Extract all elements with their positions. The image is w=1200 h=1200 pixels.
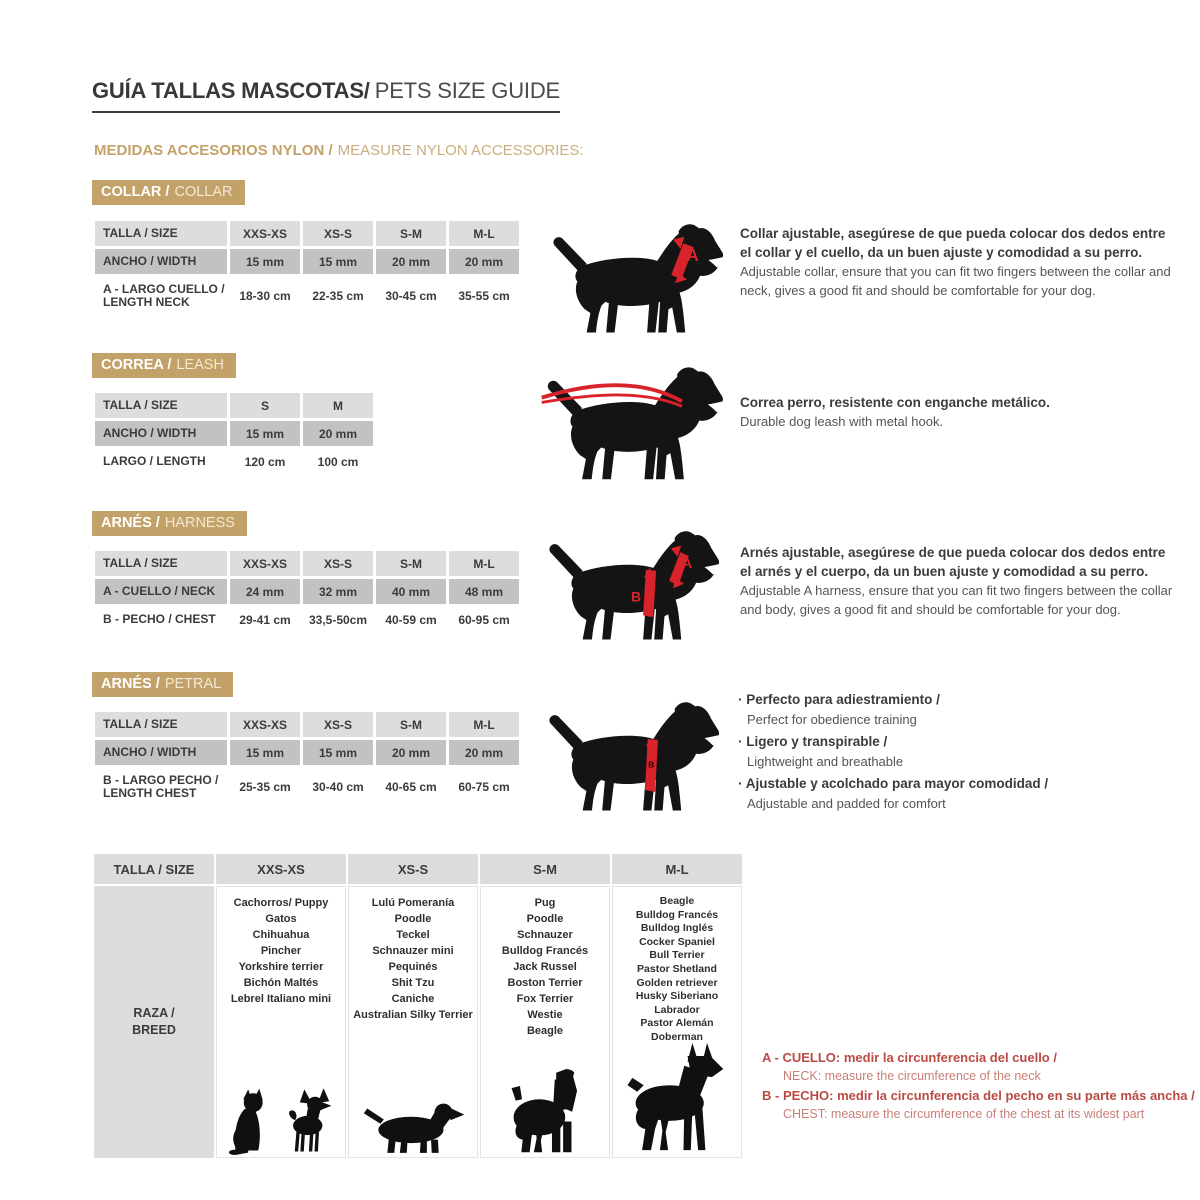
breed-item: Cachorros/ Puppy (233, 897, 329, 909)
header-cell: TALLA / SIZE (95, 551, 227, 576)
table-row-chest-length (95, 768, 519, 806)
header-cell: XXS-XS (216, 854, 346, 884)
breed-item: Schnauzer (517, 929, 573, 941)
note-b-es: B - PECHO: medir la circunferencia del pecho en su parte más ancha / (762, 1088, 1195, 1103)
page-title-en: PETS SIZE GUIDE (374, 78, 560, 103)
feature-item (738, 732, 1178, 771)
breed-item: Lulú Pomeranía (371, 897, 455, 909)
value-cell: 120 cm (230, 449, 300, 474)
table-header-row (95, 393, 373, 418)
breed-item: Pastor Alemán (640, 1017, 714, 1030)
breed-item: Lebrel Italiano mini (230, 993, 332, 1005)
collar-description (740, 224, 1176, 300)
breed-item: Golden retriever (636, 976, 718, 989)
dog-petral-illustration (538, 698, 724, 817)
value-cell: 18-30 cm (230, 277, 300, 315)
feature-en: Adjustable and padded for comfort (747, 796, 946, 811)
marker-b-label: B (648, 759, 655, 770)
table-row-neck-length (95, 277, 519, 315)
value-cell: 32 mm (303, 579, 373, 604)
breed-item: Australian Silky Terrier (353, 1009, 473, 1021)
silhouette-group (217, 1087, 345, 1155)
breed-item: Husky Siberiano (635, 990, 719, 1003)
header-cell: TALLA / SIZE (95, 712, 227, 737)
header-cell: S (230, 393, 300, 418)
breed-item: Shit Tzu (391, 977, 435, 989)
row-label-cell: ANCHO / WIDTH (95, 421, 227, 446)
header-cell: M-L (449, 221, 519, 246)
page-subtitle (94, 142, 584, 159)
value-cell: 25-35 cm (230, 768, 300, 806)
note-a-es: A - CUELLO: medir la circunferencia del cuello / (762, 1050, 1057, 1065)
breed-item: Chihuahua (252, 929, 310, 941)
value-cell: 15 mm (230, 421, 300, 446)
note-b-en: CHEST: measure the circumference of the chest at its widest part (783, 1107, 1145, 1121)
value-cell: 20 mm (449, 740, 519, 765)
header-cell: TALLA / SIZE (95, 393, 227, 418)
badge-text-es: COLLAR / (101, 184, 170, 200)
page-title-es: GUÍA TALLAS MASCOTAS/ (92, 78, 370, 103)
section-badge-harness (92, 511, 247, 536)
harness-description (740, 543, 1176, 619)
header-cell: S-M (376, 551, 446, 576)
breed-item: Beagle (659, 895, 695, 907)
breed-item: Bulldog Inglés (640, 922, 714, 935)
schnauzer-silhouette (503, 1063, 587, 1155)
header-cell: M-L (449, 712, 519, 737)
table-header-row (95, 221, 519, 246)
feature-en: Lightweight and breathable (747, 754, 904, 769)
table-header-row (95, 551, 519, 576)
breed-list (482, 888, 608, 1039)
row-label-cell: A - CUELLO / NECK (95, 579, 227, 604)
breed-cell-m-l (612, 886, 742, 1158)
breed-item: Fox Terrier (516, 993, 574, 1005)
measuring-notes (762, 1048, 1198, 1124)
row-label-cell: B - LARGO PECHO / LENGTH CHEST (95, 768, 227, 806)
breed-item: Cocker Spaniel (639, 935, 715, 948)
section-badge-petral (92, 672, 233, 697)
silhouette-group (349, 1091, 477, 1155)
feature-es: · Perfecto para adiestramiento / (738, 690, 1178, 710)
badge-text-es: ARNÉS / (101, 515, 160, 531)
page-subtitle-en: MEASURE NYLON ACCESSORIES: (337, 142, 584, 159)
badge-text-en: PETRAL (164, 676, 222, 692)
breed-item: Pastor Shetland (637, 962, 717, 975)
leash-description (740, 393, 1176, 431)
harness-size-table (92, 548, 522, 635)
breed-size-table (92, 852, 744, 1160)
value-cell: 100 cm (303, 449, 373, 474)
dog-collar-illustration (542, 220, 728, 339)
feature-es: · Ajustable y acolchado para mayor comodidad / (738, 774, 1178, 794)
value-cell: 29-41 cm (230, 607, 300, 632)
value-cell: 22-35 cm (303, 277, 373, 315)
header-cell: TALLA / SIZE (95, 221, 227, 246)
breed-item: Schnauzer mini (372, 945, 454, 957)
feature-item (738, 690, 1178, 729)
breed-item: Boston Terrier (507, 977, 583, 989)
dog-leash-illustration (536, 363, 728, 486)
breed-item: Poodle (394, 913, 432, 925)
breed-item: Pincher (260, 945, 302, 957)
value-cell: 20 mm (449, 249, 519, 274)
breed-list (614, 888, 740, 1045)
header-cell: XS-S (303, 221, 373, 246)
marker-a-label: A (682, 554, 693, 571)
table-row-length (95, 449, 373, 474)
cat-silhouette (226, 1087, 276, 1155)
breed-list (218, 888, 344, 1007)
breed-item: Bull Terrier (649, 949, 705, 962)
breed-label-line: BREED (132, 1023, 176, 1037)
value-cell: 15 mm (303, 740, 373, 765)
breed-list (350, 888, 476, 1023)
breed-item: Gatos (265, 913, 297, 925)
value-cell: 33,5-50cm (303, 607, 373, 632)
badge-text-en: COLLAR (174, 184, 233, 200)
table-row-width (95, 421, 373, 446)
page-title (92, 78, 560, 113)
dog-harness-illustration (538, 527, 724, 646)
table-row-chest (95, 607, 519, 632)
value-cell: 40-59 cm (376, 607, 446, 632)
breed-item: Westie (527, 1009, 563, 1021)
table-row-width (95, 249, 519, 274)
marker-a-label: A (686, 244, 699, 265)
value-cell: 40-65 cm (376, 768, 446, 806)
breed-cell-xxs-xs (216, 886, 346, 1158)
header-cell: TALLA / SIZE (94, 854, 214, 884)
doberman-silhouette (624, 1043, 730, 1155)
value-cell: 60-95 cm (449, 607, 519, 632)
value-cell: 20 mm (376, 249, 446, 274)
breed-item: Bichón Maltés (243, 977, 319, 989)
section-badge-collar (92, 180, 245, 205)
feature-es: · Ligero y transpirable / (738, 732, 1178, 752)
feature-item (738, 774, 1178, 813)
breed-table-body-row (94, 886, 742, 1158)
row-label-cell: ANCHO / WIDTH (95, 249, 227, 274)
badge-text-en: LEASH (176, 357, 224, 373)
collar-desc-es: Collar ajustable, asegúrese de que pueda colocar dos dedos entre el collar y el cuello, da un buen ajuste y comodidad a su perro. (740, 226, 1166, 260)
header-cell: XS-S (303, 551, 373, 576)
silhouette-group (481, 1063, 609, 1155)
breed-item: Bulldog Francés (501, 945, 589, 957)
breed-item: Pequinés (388, 961, 438, 973)
leash-size-table (92, 390, 376, 477)
badge-text-en: HARNESS (164, 515, 235, 531)
badge-text-es: CORREA / (101, 357, 172, 373)
header-cell: M-L (612, 854, 742, 884)
petral-size-table (92, 709, 522, 809)
chihuahua-silhouette (284, 1087, 336, 1155)
breed-item: Doberman (651, 1030, 703, 1043)
table-header-row (95, 712, 519, 737)
breed-cell-s-m (480, 886, 610, 1158)
collar-size-table (92, 218, 522, 318)
header-cell: S-M (376, 221, 446, 246)
header-cell: S-M (480, 854, 610, 884)
table-row-neck (95, 579, 519, 604)
breed-item: Jack Russel (513, 961, 577, 973)
header-cell: XS-S (348, 854, 478, 884)
breed-item: Yorkshire terrier (238, 961, 324, 973)
leash-desc-es: Correa perro, resistente con enganche metálico. (740, 395, 1050, 410)
table-row-width (95, 740, 519, 765)
silhouette-group (613, 1043, 741, 1155)
collar-desc-en: Adjustable collar, ensure that you can fit two fingers between the collar and neck, gives a good fit and should be comfortable for your dog. (740, 264, 1171, 298)
breed-item: Labrador (654, 1003, 700, 1016)
breed-row-label (94, 886, 214, 1158)
breed-cell-xs-s (348, 886, 478, 1158)
row-label-cell: B - PECHO / CHEST (95, 607, 227, 632)
row-label-cell: ANCHO / WIDTH (95, 740, 227, 765)
value-cell: 30-40 cm (303, 768, 373, 806)
note-a-en: NECK: measure the circumference of the neck (783, 1069, 1041, 1083)
value-cell: 20 mm (303, 421, 373, 446)
row-label-cell: LARGO / LENGTH (95, 449, 227, 474)
value-cell: 35-55 cm (449, 277, 519, 315)
value-cell: 15 mm (230, 740, 300, 765)
value-cell: 48 mm (449, 579, 519, 604)
value-cell: 40 mm (376, 579, 446, 604)
page-subtitle-es: MEDIDAS ACCESORIOS NYLON / (94, 142, 333, 159)
header-cell: XXS-XS (230, 712, 300, 737)
section-badge-leash (92, 353, 236, 378)
breed-label-line: RAZA / (133, 1006, 175, 1020)
breed-item: Pug (534, 897, 556, 909)
value-cell: 15 mm (230, 249, 300, 274)
breed-item: Bulldog Francés (635, 908, 719, 921)
value-cell: 20 mm (376, 740, 446, 765)
header-cell: XXS-XS (230, 221, 300, 246)
feature-en: Perfect for obedience training (747, 712, 917, 727)
value-cell: 30-45 cm (376, 277, 446, 315)
petral-feature-list (738, 690, 1178, 816)
harness-desc-es: Arnés ajustable, asegúrese de que pueda colocar dos dedos entre el arnés y el cuerpo, da un buen ajuste y comodidad a su perro. (740, 545, 1166, 579)
leash-desc-en: Durable dog leash with metal hook. (740, 414, 944, 429)
value-cell: 60-75 cm (449, 768, 519, 806)
breed-item: Teckel (396, 929, 430, 941)
header-cell: M-L (449, 551, 519, 576)
dachshund-silhouette (361, 1091, 465, 1155)
breed-item: Caniche (391, 993, 435, 1005)
value-cell: 15 mm (303, 249, 373, 274)
row-label-cell: A - LARGO CUELLO / LENGTH NECK (95, 277, 227, 315)
header-cell: XS-S (303, 712, 373, 737)
value-cell: 24 mm (230, 579, 300, 604)
badge-text-es: ARNÉS / (101, 676, 160, 692)
breed-table-header-row (94, 854, 742, 884)
header-cell: M (303, 393, 373, 418)
harness-desc-en: Adjustable A harness, ensure that you can fit two fingers between the collar and body, gives a good fit and should be comfortable for your dog. (740, 583, 1173, 617)
breed-item: Poodle (526, 913, 564, 925)
marker-b-label: B (631, 588, 642, 605)
breed-item: Beagle (526, 1025, 564, 1037)
header-cell: S-M (376, 712, 446, 737)
header-cell: XXS-XS (230, 551, 300, 576)
